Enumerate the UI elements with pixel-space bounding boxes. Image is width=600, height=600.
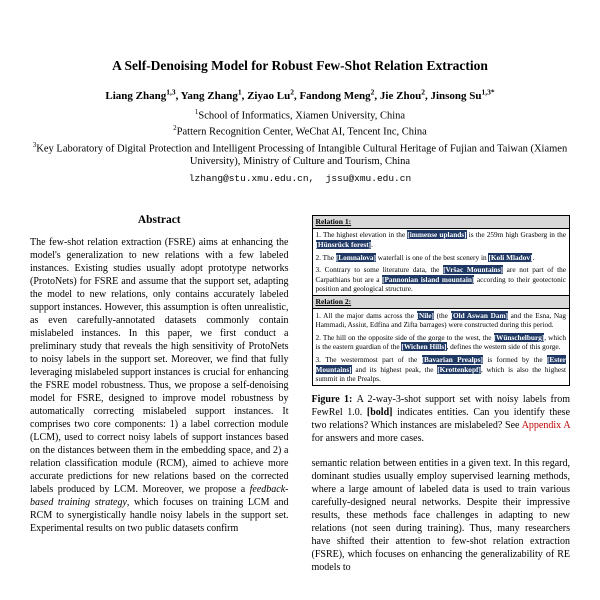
affiliation-line-1: $^1$School of Informatics, Xiamen University, China — [194, 107, 406, 122]
text-segment: [Koli Mladov] — [488, 252, 533, 262]
text-segment: , which is the eastern guardian of the — [315, 332, 566, 352]
appendix-a-link[interactable]: Appendix A — [521, 420, 571, 432]
text-segment: [immense uplands] — [407, 230, 467, 240]
relation-2-instance-3 — [313, 353, 570, 385]
text-segment: for answers and more cases. — [311, 433, 424, 445]
text-segment: [Bavarian Prealps] — [421, 354, 483, 364]
authors-line — [0, 87, 600, 102]
text-segment: waterfall is one of the best scenery in — [375, 252, 489, 262]
text-segment: is the 259m high Grasberg in the — [466, 230, 566, 240]
text-segment: , which is also the highest summit in the Prealps. — [315, 364, 566, 384]
text-segment: . — [532, 252, 535, 262]
relation-1-instance-1 — [313, 229, 570, 251]
affiliation-line-3: $^3$Key Laboratory of Digital Protection and Intelligent Processing of Intangible Cultural Heritage of Fujian and Taiwan (Xiamen University), Ministry of Culture and Tourism, China — [32, 140, 568, 168]
text-segment: [Nile] — [416, 310, 434, 320]
relation-2-instance-1 — [313, 309, 570, 331]
author-3-affil-sup: 2 — [290, 87, 294, 96]
abstract-heading: Abstract — [137, 214, 181, 227]
author-5-affil-sup: 2 — [421, 87, 425, 96]
author-2: Yang Zhang$^1$, — [180, 87, 248, 102]
text-segment: according to their geotectonic position and geological structure. — [315, 274, 566, 294]
author-6: Jinsong $Su^{1,3*}$ — [430, 87, 495, 102]
text-segment: , which focuses on training LCM and RCM to synergistically handle noisy labels in the support set. Experimental results on two public datasets confirm — [30, 497, 289, 535]
text-segment: [bold] — [366, 407, 393, 419]
text-segment: A 2-way-3-shot support set with noisy labels from FewRel 1.0. — [311, 394, 570, 419]
figure-1-caption — [312, 393, 571, 445]
author-5: Jie Zhou$^2$, — [379, 87, 431, 102]
relation-1-instance-3 — [313, 263, 570, 295]
text-segment: 2. The hill on the opposite side of the gorge to the west, the — [315, 332, 494, 342]
text-segment: [Pannonian island mountain] — [382, 274, 475, 284]
left-column — [30, 213, 289, 574]
text-segment: [Lomnalova] — [335, 252, 376, 262]
figure-1-box — [312, 215, 571, 386]
author-1: Liang Zhang$^{1,3}$, — [105, 87, 181, 102]
text-segment: 1. All the major dams across the — [315, 310, 417, 320]
body-paragraph: semantic relation between entities in a given text. In this regard, dominant studies usually employ supervised learning methods, where a large amount of labeled data is used to train various carefully-designed neural networks. Despite their impressive results, these methods face challenges in adapting to new relations (not seen during training). Thus, many researchers have shifted their attention to few-shot relation extraction (FSRE), which focuses on enhancing the generalizability of RE models to — [311, 458, 570, 574]
text-segment: [Hünsrück forest] — [315, 240, 372, 250]
relation-2-instance-2 — [313, 331, 570, 353]
text-segment: indicates entities. Can you identify these two relations? Which instances are mislabeled? See — [311, 407, 571, 432]
relation-1-instance-2 — [313, 251, 570, 263]
text-segment: and the Esna, Nag Hammadi, Assiut, Edfina and Zifta barrages) were constructed during this period. — [315, 310, 567, 330]
text-segment: feedback-based training strategy — [30, 484, 289, 509]
text-segment: [Old Aswan Dam] — [450, 310, 509, 320]
author-4: Fandong Meng$^2$, — [299, 87, 380, 102]
email-line[interactable]: lzhang@stu.xmu.edu.cn, jssu@xmu.edu.cn — [188, 173, 412, 185]
relation-2-header: Relation 2: — [313, 295, 570, 309]
text-segment: 2. The — [315, 252, 336, 262]
text-segment: 3. The westernmost part of the — [315, 354, 422, 364]
text-segment: 1. The highest elevation in the — [315, 230, 408, 240]
author-4-affil-sup: 2 — [370, 87, 375, 96]
text-segment: is formed by the — [482, 354, 547, 364]
right-column — [312, 213, 571, 574]
text-segment: 3. Contrary to some literature data, the — [315, 264, 444, 274]
affiliation-line-2: $^2$Pattern Recognition Center, WeChat AI, Tencent Inc, China — [173, 124, 427, 138]
text-segment: [Wichen Hills] — [401, 342, 447, 352]
text-segment: Figure 1: — [311, 394, 357, 406]
text-segment: The few-shot relation extraction (FSRE) aims at enhancing the model's generalization to new relations with a few labeled instances. Existing studies usually adopt prototype networks (ProtoNets) for FSRE and assume that the support set, adapting the model to new relations, only contains accurately labeled support instances. However, this assumption is often unrealistic, as even carefully-annotated datasets commonly contain mislabeled instances. In this paper, we first conduct a preliminary study that reveals the high sensitivity of ProtoNets to noisy labels in the support set. Moreover, we find that fully leveraging mislabeled support instances is crucial for enhancing the FSRE model robustness. Thus, we propose a self-denoising model for FSRE, designed to improve model robustness by automatically correcting mislabeled support instances. It comprises two core components: 1) a label correction module (LCM), used to correct noisy labels of support instances based on the distances between them in the embedding space, and 2) a relation classification module (RCM), aimed to achieve more accurate predictions for new relations based on the corrected labels produced by LCM. Moreover, we propose a — [30, 237, 289, 496]
text-segment: [Vršac Mountains] — [443, 264, 503, 274]
paper-title: A Self-Denoising Model for Robust Few-Shot Relation Extraction — [112, 58, 488, 73]
text-segment: and its highest peak, the — [351, 364, 438, 374]
two-column-body — [0, 213, 600, 574]
author-2-affil-sup: 1 — [237, 87, 242, 96]
author-1-affil-sup: 1,3 — [166, 87, 176, 96]
text-segment: [Ester Mountains] — [315, 354, 566, 374]
text-segment: (the — [433, 310, 451, 320]
relation-1-header: Relation 1: — [313, 216, 570, 229]
abstract-text — [30, 236, 289, 535]
author-3: Ziyao Lu$^2$, — [247, 87, 300, 102]
text-segment: [Krottenkopf] — [437, 364, 481, 374]
text-segment: , defines the western side of this gorge. — [446, 342, 561, 352]
text-segment: are not part of the Carpathians but are a — [315, 264, 566, 284]
author-6-affil-sup: 1,3* — [481, 87, 495, 96]
paper-header — [0, 0, 600, 184]
text-segment: . — [371, 240, 373, 250]
text-segment: [Wünschelburg] — [493, 332, 545, 342]
